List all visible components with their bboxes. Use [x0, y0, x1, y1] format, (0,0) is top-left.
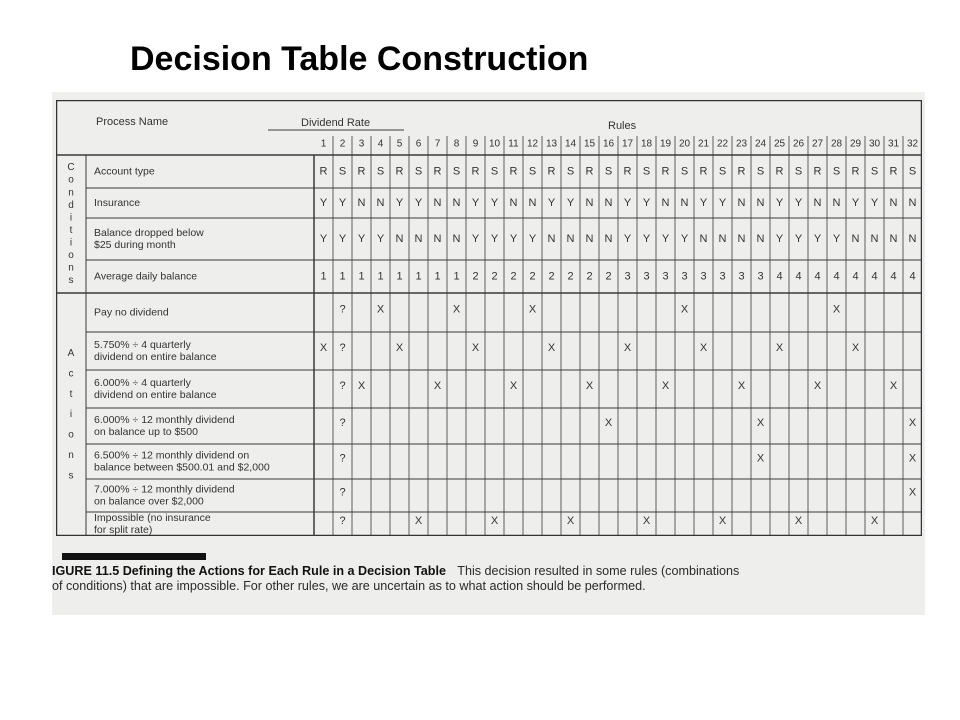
condition-value: 3	[757, 270, 764, 283]
action-label: 7.000% ÷ 12 monthly dividend	[94, 483, 235, 496]
rule-number: 31	[887, 138, 900, 150]
action-mark: X	[832, 303, 841, 316]
rule-number: 10	[488, 138, 501, 150]
condition-value: S	[908, 165, 917, 178]
condition-value: Y	[870, 196, 879, 209]
rule-number: 18	[640, 138, 653, 150]
condition-value: Y	[775, 196, 784, 209]
rule-number: 22	[716, 138, 729, 150]
condition-value: Y	[395, 196, 404, 209]
action-mark: X	[756, 452, 765, 465]
action-label: dividend on entire balance	[94, 388, 217, 401]
action-label: Pay no dividend	[94, 306, 169, 319]
condition-value: N	[452, 196, 461, 209]
caption-rule-bar	[62, 553, 206, 560]
condition-value: 1	[415, 270, 422, 283]
rule-number: 29	[849, 138, 862, 150]
action-label: Impossible (no insurance	[94, 511, 211, 524]
condition-value: N	[433, 232, 442, 245]
action-mark: X	[908, 486, 917, 499]
condition-value: S	[794, 165, 803, 178]
condition-value: R	[509, 165, 518, 178]
action-mark: X	[889, 379, 898, 392]
action-label: 6.500% ÷ 12 monthly dividend on	[94, 449, 250, 462]
action-mark: X	[737, 379, 746, 392]
condition-value: N	[832, 196, 841, 209]
condition-value: Y	[623, 196, 632, 209]
condition-value: Y	[813, 232, 822, 245]
conditions-side-letter: n	[68, 262, 74, 274]
condition-value: R	[699, 165, 708, 178]
condition-value: 1	[396, 270, 403, 283]
condition-value: 1	[377, 270, 384, 283]
condition-value: N	[718, 232, 727, 245]
condition-value: S	[452, 165, 461, 178]
decision-table	[56, 100, 922, 536]
condition-value: 2	[586, 270, 593, 283]
action-mark: X	[756, 416, 765, 429]
action-label: balance between $500.01 and $2,000	[94, 461, 270, 474]
condition-value: Y	[490, 232, 499, 245]
rule-number: 4	[377, 138, 384, 150]
rule-number: 21	[697, 138, 710, 150]
rule-number: 13	[545, 138, 558, 150]
conditions-side-letter: t	[69, 224, 73, 236]
rule-number: 11	[508, 138, 519, 150]
condition-value: S	[338, 165, 347, 178]
rule-number: 12	[526, 138, 539, 150]
condition-value: N	[509, 196, 518, 209]
action-label: 6.000% ÷ 12 monthly dividend	[94, 413, 235, 426]
actions-side-letter: n	[68, 449, 74, 461]
condition-value: 1	[434, 270, 441, 283]
condition-value: N	[433, 196, 442, 209]
rule-number: 32	[906, 138, 919, 150]
condition-value: 3	[700, 270, 707, 283]
figure-label: IGURE 11.5 Defining the Actions for Each Rule in a Decision Table	[52, 564, 446, 578]
condition-value: Y	[547, 196, 556, 209]
condition-value: 1	[320, 270, 327, 283]
scanned-figure	[52, 92, 925, 615]
action-mark: X	[661, 379, 670, 392]
condition-value: N	[889, 232, 898, 245]
condition-value: N	[376, 196, 385, 209]
condition-value: 3	[738, 270, 745, 283]
action-label: dividend on entire balance	[94, 350, 217, 363]
action-mark: ?	[339, 341, 346, 354]
actions-side-letter: i	[69, 409, 73, 421]
condition-value: N	[851, 232, 860, 245]
condition-value: S	[528, 165, 537, 178]
condition-value: 4	[776, 270, 783, 283]
condition-value: 4	[795, 270, 802, 283]
actions-side-letter: o	[68, 429, 74, 441]
condition-value: N	[756, 196, 765, 209]
action-mark: X	[623, 341, 632, 354]
condition-value: 3	[681, 270, 688, 283]
process-name-value: Dividend Rate	[301, 116, 371, 129]
condition-value: 2	[491, 270, 498, 283]
rule-number: 9	[472, 138, 479, 150]
condition-value: Y	[319, 196, 328, 209]
action-label: for split rate)	[94, 523, 153, 536]
rule-number: 26	[792, 138, 805, 150]
action-mark: X	[585, 379, 594, 392]
conditions-side-letter: s	[68, 275, 74, 287]
condition-value: S	[832, 165, 841, 178]
condition-value: S	[680, 165, 689, 178]
action-mark: X	[414, 514, 423, 527]
condition-value: R	[433, 165, 442, 178]
condition-value: Y	[794, 196, 803, 209]
condition-value: S	[376, 165, 385, 178]
action-mark: X	[813, 379, 822, 392]
condition-value: N	[661, 196, 670, 209]
action-mark: X	[357, 379, 366, 392]
condition-value: Y	[357, 232, 366, 245]
condition-value: 2	[605, 270, 612, 283]
condition-value: R	[547, 165, 556, 178]
condition-value: R	[471, 165, 480, 178]
action-mark: X	[908, 416, 917, 429]
action-mark: X	[775, 341, 784, 354]
condition-value: Y	[775, 232, 784, 245]
condition-value: S	[870, 165, 879, 178]
figure-caption	[52, 564, 742, 594]
condition-value: N	[604, 196, 613, 209]
rule-number: 3	[358, 138, 365, 150]
condition-value: N	[547, 232, 556, 245]
action-mark: X	[566, 514, 575, 527]
condition-value: N	[604, 232, 613, 245]
action-mark: X	[870, 514, 879, 527]
action-label: on balance up to $500	[94, 425, 198, 438]
condition-value: R	[889, 165, 898, 178]
action-mark: X	[718, 514, 727, 527]
condition-value: Y	[642, 232, 651, 245]
rule-number: 24	[754, 138, 767, 150]
condition-value: 1	[339, 270, 346, 283]
rule-number: 7	[434, 138, 441, 150]
condition-value: 2	[472, 270, 479, 283]
rule-number: 19	[659, 138, 672, 150]
condition-value: 3	[643, 270, 650, 283]
condition-value: 2	[548, 270, 555, 283]
conditions-side-letter: d	[68, 199, 74, 211]
condition-value: R	[357, 165, 366, 178]
action-mark: X	[452, 303, 461, 316]
condition-value: N	[414, 232, 423, 245]
condition-value: Y	[718, 196, 727, 209]
condition-value: Y	[338, 196, 347, 209]
action-mark: ?	[339, 452, 346, 465]
condition-value: Y	[661, 232, 670, 245]
condition-label: Average daily balance	[94, 270, 198, 283]
rule-number: 20	[678, 138, 691, 150]
actions-side-letter: t	[69, 388, 73, 400]
condition-value: R	[319, 165, 328, 178]
condition-value: S	[756, 165, 765, 178]
rule-number: 5	[396, 138, 403, 150]
condition-value: S	[566, 165, 575, 178]
condition-value: R	[585, 165, 594, 178]
action-mark: X	[699, 341, 708, 354]
rule-number: 2	[339, 138, 346, 150]
condition-value: N	[585, 196, 594, 209]
condition-value: S	[604, 165, 613, 178]
condition-value: Y	[528, 232, 537, 245]
condition-value: Y	[471, 196, 480, 209]
action-mark: ?	[339, 303, 346, 316]
rule-number: 28	[830, 138, 843, 150]
action-mark: X	[376, 303, 385, 316]
condition-value: S	[414, 165, 423, 178]
condition-value: N	[357, 196, 366, 209]
slide-title: Decision Table Construction	[130, 40, 589, 78]
conditions-side-letter: i	[69, 237, 73, 249]
action-mark: X	[509, 379, 518, 392]
rule-number: 1	[320, 138, 327, 150]
condition-value: 3	[624, 270, 631, 283]
condition-value: Y	[414, 196, 423, 209]
condition-value: S	[642, 165, 651, 178]
condition-value: N	[737, 196, 746, 209]
condition-value: 2	[529, 270, 536, 283]
condition-value: 4	[871, 270, 878, 283]
condition-value: N	[737, 232, 746, 245]
condition-value: Y	[851, 196, 860, 209]
condition-label: Insurance	[94, 196, 141, 209]
condition-value: R	[813, 165, 822, 178]
actions-side-letter: c	[68, 368, 74, 380]
action-mark: X	[319, 341, 328, 354]
condition-value: N	[699, 232, 708, 245]
caption-text: This decision resulted in some rules (combinations of conditions) that are impossible. For other rules, we are uncertain as to what action should be performed.	[52, 564, 740, 593]
actions-side-letter: s	[68, 470, 74, 482]
condition-value: N	[908, 232, 917, 245]
conditions-side-letter: C	[67, 162, 75, 174]
rule-number: 6	[415, 138, 422, 150]
rule-number: 15	[583, 138, 596, 150]
rules-label: Rules	[608, 119, 637, 132]
condition-value: Y	[471, 232, 480, 245]
condition-value: N	[566, 232, 575, 245]
condition-value: Y	[642, 196, 651, 209]
condition-label: $25 during month	[94, 238, 176, 251]
condition-value: 4	[852, 270, 859, 283]
rule-number: 17	[621, 138, 634, 150]
action-label: on balance over $2,000	[94, 495, 204, 508]
condition-value: N	[870, 232, 879, 245]
action-mark: X	[528, 303, 537, 316]
condition-value: 3	[662, 270, 669, 283]
condition-value: Y	[490, 196, 499, 209]
action-mark: ?	[339, 416, 346, 429]
condition-value: N	[585, 232, 594, 245]
condition-value: 1	[453, 270, 460, 283]
condition-value: 4	[833, 270, 840, 283]
rule-number: 25	[773, 138, 786, 150]
condition-value: 4	[814, 270, 821, 283]
action-mark: ?	[339, 379, 346, 392]
action-mark: ?	[339, 486, 346, 499]
condition-value: Y	[699, 196, 708, 209]
action-mark: X	[680, 303, 689, 316]
conditions-side-letter: i	[69, 212, 73, 224]
condition-value: N	[452, 232, 461, 245]
rule-number: 23	[735, 138, 748, 150]
condition-value: Y	[338, 232, 347, 245]
actions-side-letter: A	[67, 348, 75, 360]
condition-value: 4	[890, 270, 897, 283]
action-mark: X	[642, 514, 651, 527]
condition-value: R	[395, 165, 404, 178]
action-mark: X	[433, 379, 442, 392]
condition-value: R	[737, 165, 746, 178]
action-mark: X	[395, 341, 404, 354]
condition-value: N	[813, 196, 822, 209]
condition-value: Y	[319, 232, 328, 245]
condition-value: Y	[680, 232, 689, 245]
condition-value: N	[889, 196, 898, 209]
conditions-side-letter: n	[68, 187, 74, 199]
condition-value: 2	[567, 270, 574, 283]
action-mark: X	[794, 514, 803, 527]
condition-value: Y	[509, 232, 518, 245]
rule-number: 27	[811, 138, 824, 150]
condition-label: Account type	[94, 165, 155, 178]
condition-value: R	[851, 165, 860, 178]
rule-number: 8	[453, 138, 460, 150]
condition-label: Balance dropped below	[94, 226, 204, 239]
decision-table-grid	[56, 100, 922, 536]
condition-value: Y	[832, 232, 841, 245]
condition-value: S	[490, 165, 499, 178]
condition-value: N	[756, 232, 765, 245]
condition-value: N	[680, 196, 689, 209]
action-mark: X	[604, 416, 613, 429]
condition-value: S	[718, 165, 727, 178]
condition-value: Y	[623, 232, 632, 245]
condition-value: N	[528, 196, 537, 209]
action-mark: X	[547, 341, 556, 354]
rule-number: 30	[868, 138, 881, 150]
action-label: 5.750% ÷ 4 quarterly	[94, 338, 191, 351]
condition-value: R	[661, 165, 670, 178]
process-name-label: Process Name	[96, 115, 169, 128]
condition-value: R	[623, 165, 632, 178]
rule-number: 16	[602, 138, 615, 150]
condition-value: 1	[358, 270, 365, 283]
condition-value: Y	[566, 196, 575, 209]
conditions-side-letter: o	[68, 250, 74, 262]
action-mark: ?	[339, 514, 346, 527]
condition-value: Y	[794, 232, 803, 245]
condition-value: N	[395, 232, 404, 245]
condition-value: N	[908, 196, 917, 209]
rule-number: 14	[564, 138, 577, 150]
condition-value: 2	[510, 270, 517, 283]
condition-value: Y	[376, 232, 385, 245]
conditions-side-letter: o	[68, 174, 74, 186]
condition-value: R	[775, 165, 784, 178]
condition-value: 3	[719, 270, 726, 283]
action-mark: X	[908, 452, 917, 465]
action-mark: X	[851, 341, 860, 354]
condition-value: 4	[909, 270, 916, 283]
action-label: 6.000% ÷ 4 quarterly	[94, 376, 191, 389]
action-mark: X	[471, 341, 480, 354]
action-mark: X	[490, 514, 499, 527]
